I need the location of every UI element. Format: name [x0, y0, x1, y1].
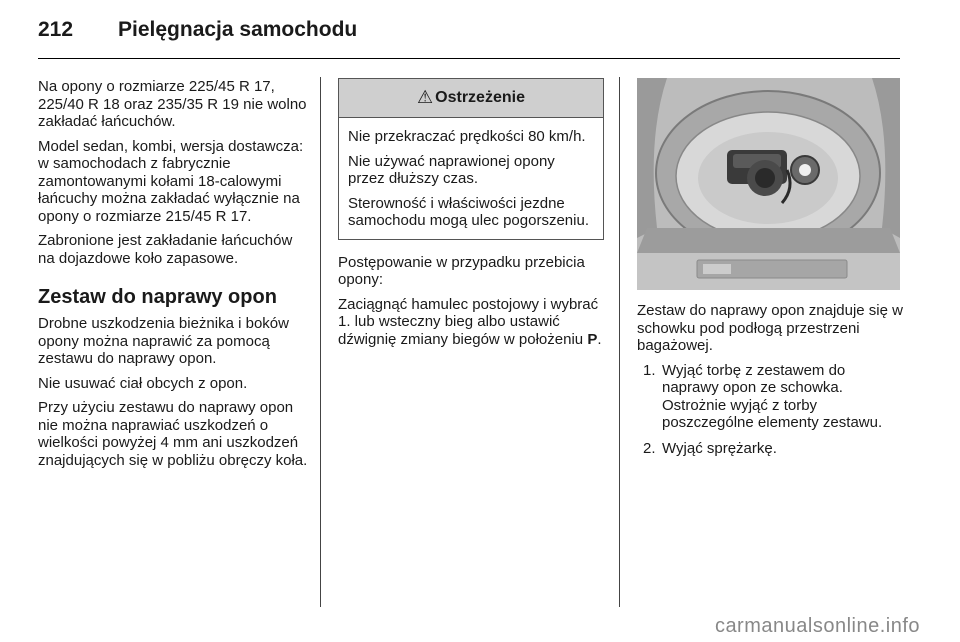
- steps-list: [637, 362, 905, 458]
- list-item: [637, 362, 905, 432]
- header-rule: [38, 58, 900, 59]
- step-number: 2.: [643, 439, 656, 457]
- trunk-illustration: [637, 78, 900, 290]
- section-heading: Zestaw do naprawy opon: [38, 286, 277, 308]
- list-item: [637, 440, 905, 458]
- paragraph-damage-limits: Przy użyciu zestawu do naprawy opon nie można naprawiać uszkodzeń o wielkości powyżej 4 mm ani uszkodzeń znajdujących się w pobliżu obręczy koła.: [38, 399, 308, 469]
- paragraph-chains-restriction: Na opony o rozmiarze 225/45 R 17, 225/40 R 18 oraz 235/35 R 19 nie wolno zakładać łańcuchów.: [38, 78, 307, 130]
- page-title: Pielęgnacja samochodu: [118, 18, 358, 41]
- column-divider-1: [320, 77, 321, 607]
- watermark: carmanualsonline.info: [714, 615, 920, 637]
- column-divider-2: [619, 77, 620, 607]
- paragraph-parking-brake: [338, 296, 604, 349]
- paragraph-puncture-procedure: Postępowanie w przypadku przebicia opony:: [338, 253, 585, 288]
- parking-brake-end: .: [597, 330, 602, 348]
- step-text: Wyjąć torbę z zestawem do naprawy opon ze schowka. Ostrożnie wyjąć z torby poszczególne elementy zestawu.: [662, 361, 883, 431]
- column-1: [38, 78, 310, 476]
- step-number: 1.: [643, 361, 656, 379]
- warning-triangle-icon: ⚠: [417, 87, 434, 108]
- warning-body: [339, 118, 603, 239]
- page-number: 212: [38, 18, 74, 41]
- warning-box: [338, 78, 604, 240]
- warning-line: Nie używać naprawionej opony przez dłuższy czas.: [348, 152, 555, 187]
- parking-brake-text: Zaciągnąć hamulec postojowy i wybrać 1. lub wsteczny bieg albo ustawić dźwignię zmiany biegów w położeniu: [338, 295, 599, 348]
- paragraph-minor-damage: Drobne uszkodzenia bieżnika i boków opony można naprawić za pomocą zestawu do naprawy opon.: [38, 315, 289, 367]
- paragraph-spare-wheel: Zabronione jest zakładanie łańcuchów na dojazdowe koło zapasowe.: [38, 232, 293, 267]
- warning-line: Nie przekraczać prędkości 80 km/h.: [348, 128, 586, 145]
- paragraph-kit-location: Zestaw do naprawy opon znajduje się w schowku pod podłogą przestrzeni bagażowej.: [637, 302, 903, 354]
- paragraph-foreign-objects: Nie usuwać ciał obcych z opon.: [38, 374, 248, 392]
- paragraph-sedan-models: Model sedan, kombi, wersja dostawcza: w samochodach z fabrycznie zamontowanymi kołami 18-calowymi łańcuchy można zakładać wyłącznie na opony o rozmiarze 215/45 R 17.: [38, 137, 304, 225]
- warning-header: [339, 79, 603, 118]
- step-text: Wyjąć sprężarkę.: [662, 439, 777, 457]
- warning-line: Sterowność i właściwości jezdne samochodu mogą ulec pogorszeniu.: [348, 194, 589, 229]
- column-3: [637, 302, 905, 465]
- gear-position-p: P: [587, 330, 598, 348]
- warning-title: Ostrzeżenie: [435, 89, 525, 107]
- column-2: [338, 78, 604, 355]
